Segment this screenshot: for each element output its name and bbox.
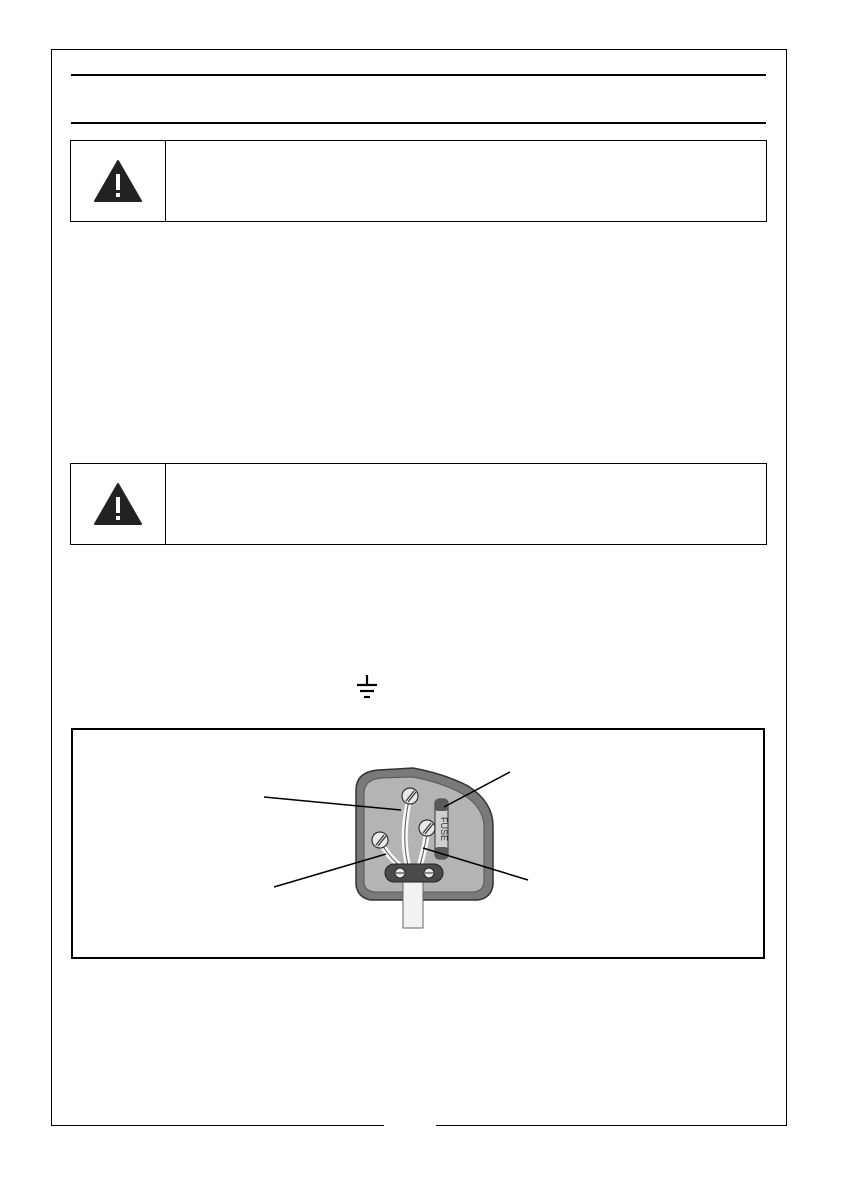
- warning-text-2: [166, 464, 766, 544]
- cord-grip: [385, 864, 443, 882]
- page-number: [384, 1120, 436, 1132]
- terminal-live: [419, 820, 435, 836]
- plug-wiring-diagram: [71, 728, 765, 959]
- warning-icon-cell: [71, 464, 166, 544]
- warning-icon-cell: [71, 141, 166, 221]
- body-text-block-2: [71, 562, 766, 662]
- earth-ground-icon: [356, 674, 378, 700]
- body-text-block-1: [71, 240, 766, 450]
- section-title: [71, 84, 766, 114]
- fuse-label: FUSE: [439, 816, 449, 842]
- plug-illustration: [73, 730, 763, 957]
- warning-box-2: [70, 463, 767, 545]
- fuse: [435, 799, 449, 859]
- warning-triangle-icon: [92, 158, 144, 204]
- warning-text-1: [166, 141, 766, 221]
- terminal-neutral: [372, 832, 388, 848]
- terminal-earth: [402, 788, 418, 804]
- warning-box-1: [70, 140, 767, 222]
- header-rule-top: [71, 74, 766, 76]
- warning-triangle-icon: [92, 481, 144, 527]
- header-rule-bottom: [71, 122, 766, 124]
